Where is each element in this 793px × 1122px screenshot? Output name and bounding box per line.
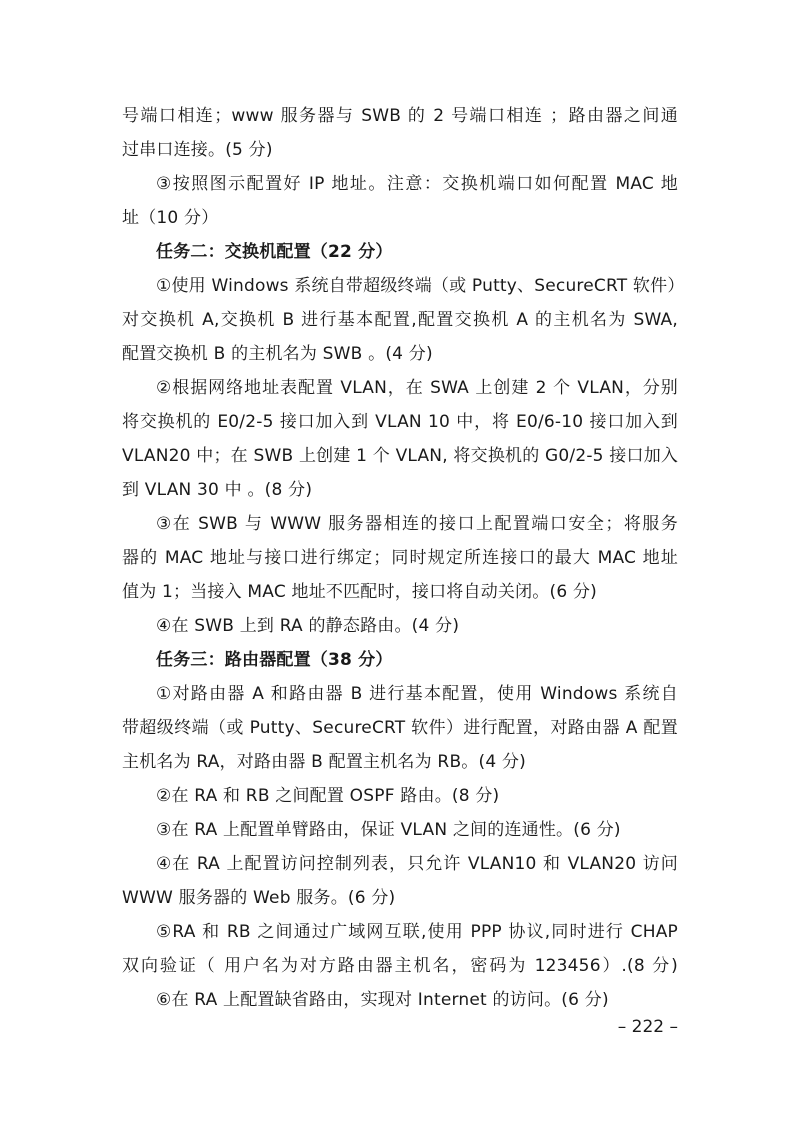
body-line: ③按照图示配置好 IP 地址。注意：交换机端口如何配置 MAC 地 xyxy=(156,174,678,194)
body-line: 到 VLAN 30 中 。(8 分) xyxy=(122,480,313,500)
body-line: ③在 SWB 与 WWW 服务器相连的接口上配置端口安全；将服务 xyxy=(156,514,678,534)
body-line: VLAN20 中；在 SWB 上创建 1 个 VLAN, 将交换机的 G0/2-5 接口加入 xyxy=(122,446,679,466)
body-line: 号端口相连；www 服务器与 SWB 的 2 号端口相连 ；路由器之间通 xyxy=(122,106,678,126)
page-number: – 222 – xyxy=(617,1017,678,1037)
body-line: 址（10 分） xyxy=(122,208,219,228)
body-line: 器的 MAC 地址与接口进行绑定；同时规定所连接口的最大 MAC 地址 xyxy=(122,548,678,568)
section-heading-task-3: 任务三：路由器配置（38 分） xyxy=(156,650,393,670)
body-line: ①对路由器 A 和路由器 B 进行基本配置，使用 Windows 系统自 xyxy=(156,684,678,704)
body-line: 带超级终端（或 Putty、SecureCRT 软件）进行配置，对路由器 A 配置 xyxy=(122,718,678,738)
body-line: 对交换机 A,交换机 B 进行基本配置,配置交换机 A 的主机名为 SWA, xyxy=(122,310,678,330)
body-line: WWW 服务器的 Web 服务。(6 分) xyxy=(122,888,396,908)
body-line: 过串口连接。(5 分) xyxy=(122,140,273,160)
body-line: 配置交换机 B 的主机名为 SWB 。(4 分) xyxy=(122,344,433,364)
body-line: ④在 RA 上配置访问控制列表，只允许 VLAN10 和 VLAN20 访问 xyxy=(156,854,678,874)
section-heading-task-2: 任务二：交换机配置（22 分） xyxy=(156,242,393,262)
body-line: ⑥在 RA 上配置缺省路由，实现对 Internet 的访问。(6 分) xyxy=(156,990,609,1010)
body-line: 值为 1；当接入 MAC 地址不匹配时，接口将自动关闭。(6 分) xyxy=(122,582,597,602)
body-line: ④在 SWB 上到 RA 的静态路由。(4 分) xyxy=(156,616,460,636)
body-line: 主机名为 RA，对路由器 B 配置主机名为 RB。(4 分) xyxy=(122,752,526,772)
body-line: ①使用 Windows 系统自带超级终端（或 Putty、SecureCRT 软件） xyxy=(156,276,685,296)
body-line: ②根据网络地址表配置 VLAN，在 SWA 上创建 2 个 VLAN，分别 xyxy=(156,378,678,398)
body-line: ②在 RA 和 RB 之间配置 OSPF 路由。(8 分) xyxy=(156,786,500,806)
body-line: 将交换机的 E0/2-5 接口加入到 VLAN 10 中，将 E0/6-10 接口加入到 xyxy=(122,412,678,432)
body-line: ③在 RA 上配置单臂路由，保证 VLAN 之间的连通性。(6 分) xyxy=(156,820,621,840)
body-line: 双向验证（ 用户名为对方路由器主机名，密码为 123456）.(8 分) xyxy=(122,956,678,976)
body-line: ⑤RA 和 RB 之间通过广域网互联,使用 PPP 协议,同时进行 CHAP xyxy=(156,922,678,942)
